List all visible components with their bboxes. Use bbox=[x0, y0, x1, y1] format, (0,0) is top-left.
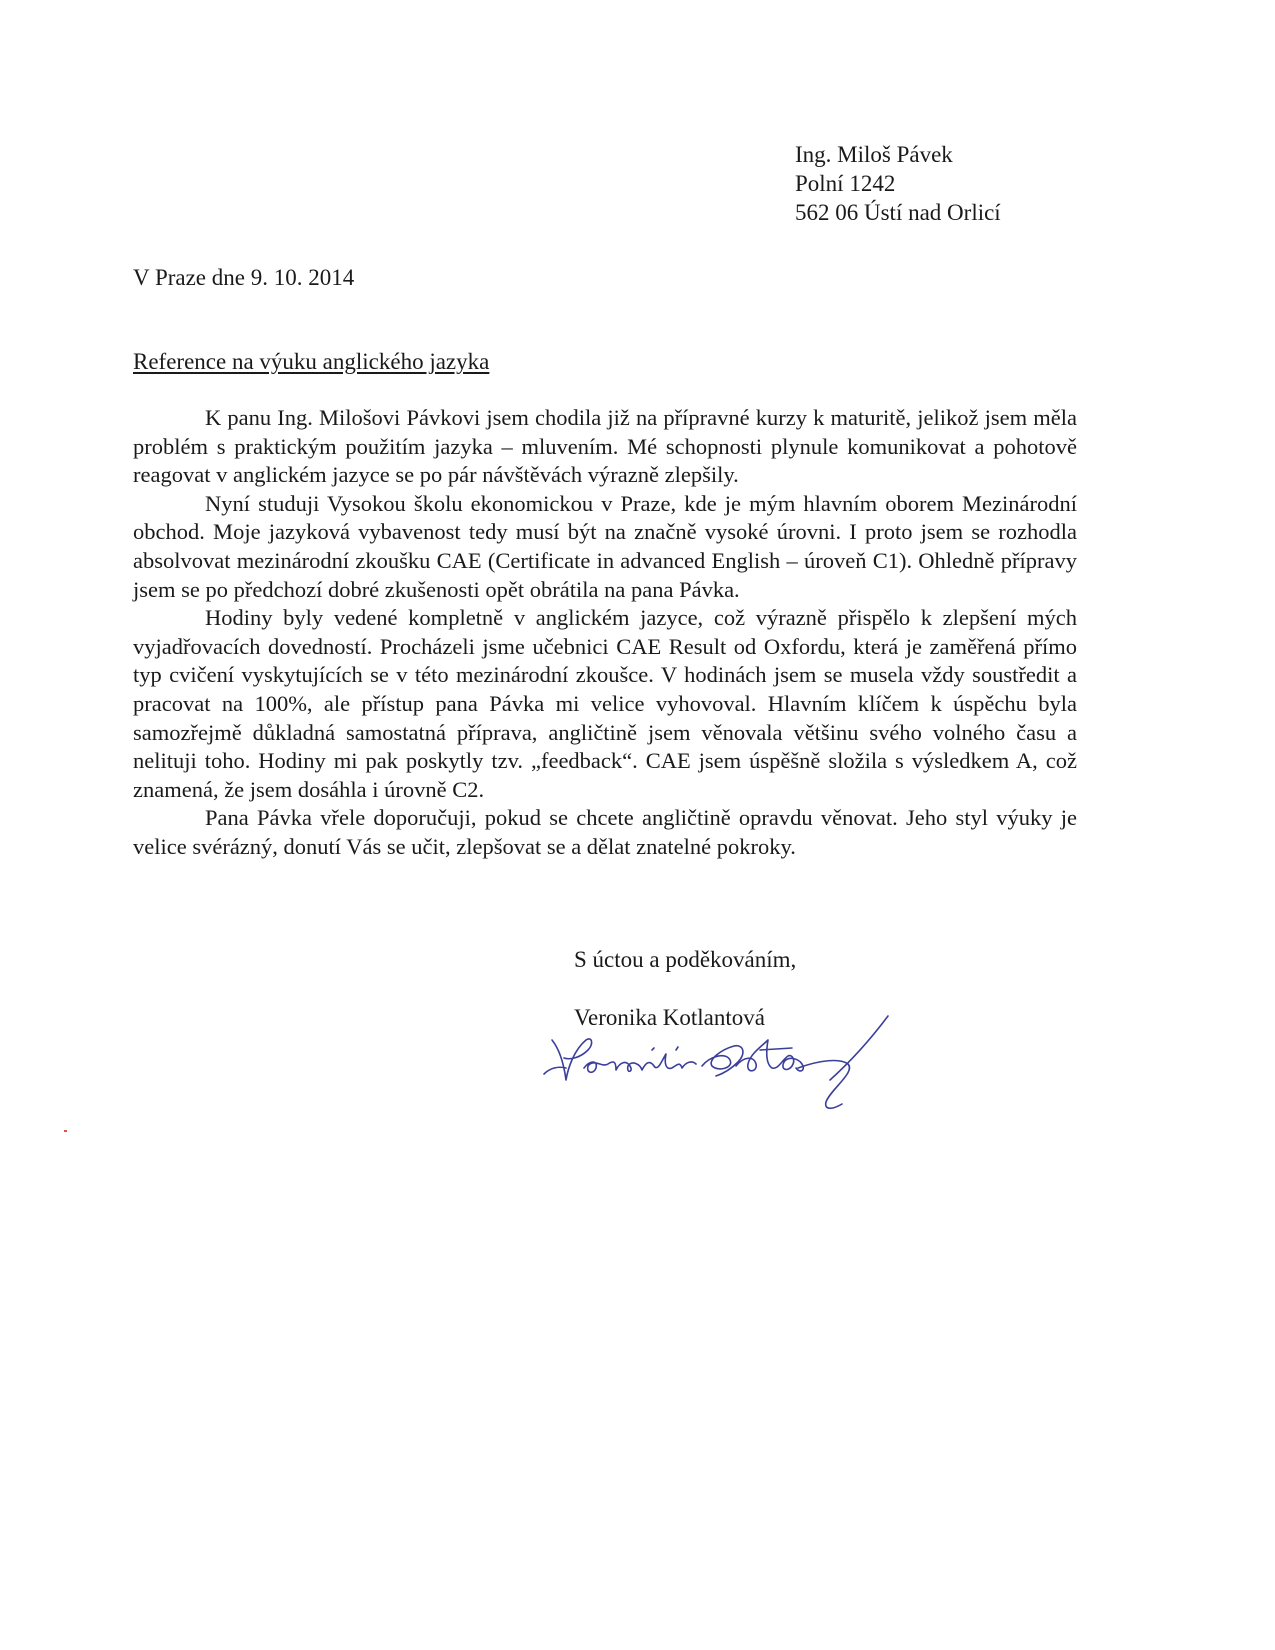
letter-body bbox=[133, 404, 1077, 862]
recipient-address bbox=[795, 140, 1001, 227]
handwritten-signature bbox=[530, 1010, 930, 1120]
body-paragraph: K panu Ing. Milošovi Pávkovi jsem chodila již na přípravné kurzy k maturitě, jelikož jsem měla problém s praktickým použitím jazyka – mluvením. Mé schopnosti plynule komunikovat a pohotově reagovat v anglickém jazyce se po pár návštěvách výrazně zlepšily. bbox=[133, 405, 1077, 488]
page-speck bbox=[64, 1130, 67, 1132]
body-paragraph: Hodiny byly vedené kompletně v anglickém jazyce, což výrazně přispělo k zlepšení mých vyjadřovacích dovedností. Procházeli jsme učebnici CAE Result od Oxfordu, která je zaměřená přímo typ cvičení vyskytujících se v této mezinárodní zkoušce. V hodinách jsem se musela vždy soustředit a pracovat na 100%, ale přístup pana Pávka mi velice vyhovoval. Hlavním klíčem k úspěchu byla samozřejmě důkladná samostatná příprava, angličtině jsem věnovala většinu svého volného času a nelituji toho. Hodiny mi pak poskytly tzv. „feedback“. CAE jsem úspěšně složila s výsledkem A, což znamená, že jsem dosáhla i úrovně C2. bbox=[133, 605, 1077, 802]
recipient-street: Polní 1242 bbox=[795, 171, 896, 196]
signer-name: Veronika Kotlantová bbox=[574, 1005, 765, 1030]
recipient-city: 562 06 Ústí nad Orlicí bbox=[795, 200, 1001, 225]
body-paragraph: Nyní studuji Vysokou školu ekonomickou v Praze, kde je mým hlavním oborem Mezinárodní obchod. Moje jazyková vybavenost tedy musí být na značně vysoké úrovni. I proto jsem se rozhodla absolvovat mezinárodní zkoušku CAE (Certificate in advanced English – úroveň C1). Ohledně přípravy jsem se po předchozí dobré zkušenosti opět obrátila na pana Pávka. bbox=[133, 490, 1077, 602]
recipient-name: Ing. Miloš Pávek bbox=[795, 142, 953, 167]
body-paragraph: Pana Pávka vřele doporučuji, pokud se chcete angličtině opravdu věnovat. Jeho styl výuky je velice svérázný, donutí Vás se učit, zlepšovat se a dělat znatelné pokroky. bbox=[133, 805, 1077, 859]
closing-line: S úctou a poděkováním, bbox=[574, 947, 797, 972]
date-line: V Praze dne 9. 10. 2014 bbox=[133, 265, 355, 290]
letter-subject: Reference na výuku anglického jazyka bbox=[133, 349, 490, 374]
